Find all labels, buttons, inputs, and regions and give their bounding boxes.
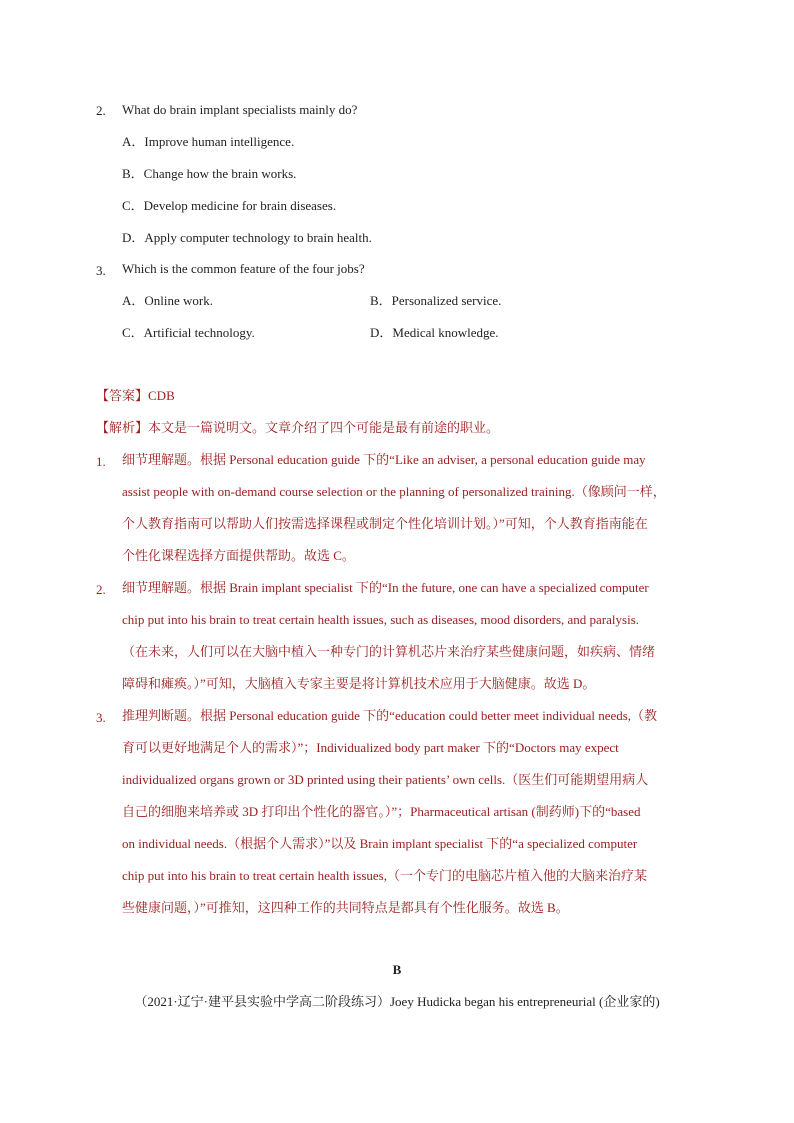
answer-value: CDB — [148, 388, 175, 403]
analysis-label: 【解析】 — [96, 420, 149, 435]
option-c: C．Artificial technology. — [122, 325, 255, 340]
analysis-line: 个人教育指南可以帮助人们按需选择课程或制定个性化培训计划。）”可知，个人教育指南能在 — [122, 516, 648, 531]
analysis-line: 些健康问题，）”可推知，这四种工作的共同特点是都具有个性化服务。故选 B。 — [122, 900, 569, 915]
answer-label: 【答案】 — [96, 388, 149, 403]
analysis-line: chip put into his brain to treat certain health issues, such as diseases, mood disorders, and paralysis. — [122, 612, 639, 627]
question-stem: What do brain implant specialists mainly do? — [122, 102, 358, 117]
analysis-line: 自己的细胞来培养或 3D 打印出个性化的器官。）”；Pharmaceutical artisan (制药师)下的“based — [122, 804, 641, 819]
option-c: C．Develop medicine for brain diseases. — [122, 198, 337, 213]
analysis-item-number: 2. — [96, 582, 106, 597]
section-heading: B — [392, 962, 402, 977]
analysis-line: on individual needs.（根据个人需求）”以及 Brain implant specialist 下的“a specialized computer — [122, 836, 638, 851]
analysis-line — [96, 419, 499, 437]
analysis-line: 推理判断题。根据 Personal education guide 下的“education could better meet individual needs,（教 — [122, 708, 658, 723]
analysis-line: 细节理解题。根据 Brain implant specialist 下的“In the future, one can have a specialized computer — [122, 580, 649, 595]
analysis-intro: 本文是一篇说明文。文章介绍了四个可能是最有前途的职业。 — [148, 420, 500, 435]
question-number: 3. — [96, 263, 106, 278]
option-d: D．Medical knowledge. — [370, 325, 499, 340]
analysis-line: （在未来，人们可以在大脑中植入一种专门的计算机芯片来治疗某些健康问题，如疾病、情绪 — [122, 644, 656, 659]
analysis-line: chip put into his brain to treat certain health issues,（一个专门的电脑芯片植入他的大脑来治疗某 — [122, 868, 647, 883]
analysis-line: individualized organs grown or 3D printed using their patients’ own cells.（医生们可能期望用病人 — [122, 772, 649, 787]
option-d: D．Apply computer technology to brain health. — [122, 230, 372, 245]
option-a: A．Improve human intelligence. — [122, 134, 295, 149]
option-b: B．Personalized service. — [370, 293, 502, 308]
analysis-line: 育可以更好地满足个人的需求）”；Individualized body part maker 下的“Doctors may expect — [122, 740, 619, 755]
question-number: 2. — [96, 103, 106, 118]
analysis-line: 障碍和瘫痪。）”可知，大脑植入专家主要是将计算机技术应用于大脑健康。故选 D。 — [122, 676, 596, 691]
analysis-item-number: 3. — [96, 710, 106, 725]
passage-intro: （2021·辽宁·建平县实验中学高二阶段练习）Joey Hudicka began his entrepreneurial (企业家的) — [134, 994, 660, 1009]
option-a: A．Online work. — [122, 293, 213, 308]
answer-line — [96, 387, 175, 405]
analysis-line: assist people with on-demand course selection or the planning of personalized training.（像顾问一样， — [122, 484, 666, 499]
question-stem: Which is the common feature of the four jobs? — [122, 261, 365, 276]
analysis-line: 细节理解题。根据 Personal education guide 下的“Like an adviser, a personal education guide may — [122, 452, 646, 467]
analysis-line: 个性化课程选择方面提供帮助。故选 C。 — [122, 548, 355, 563]
option-b: B．Change how the brain works. — [122, 166, 297, 181]
analysis-item-number: 1. — [96, 454, 106, 469]
